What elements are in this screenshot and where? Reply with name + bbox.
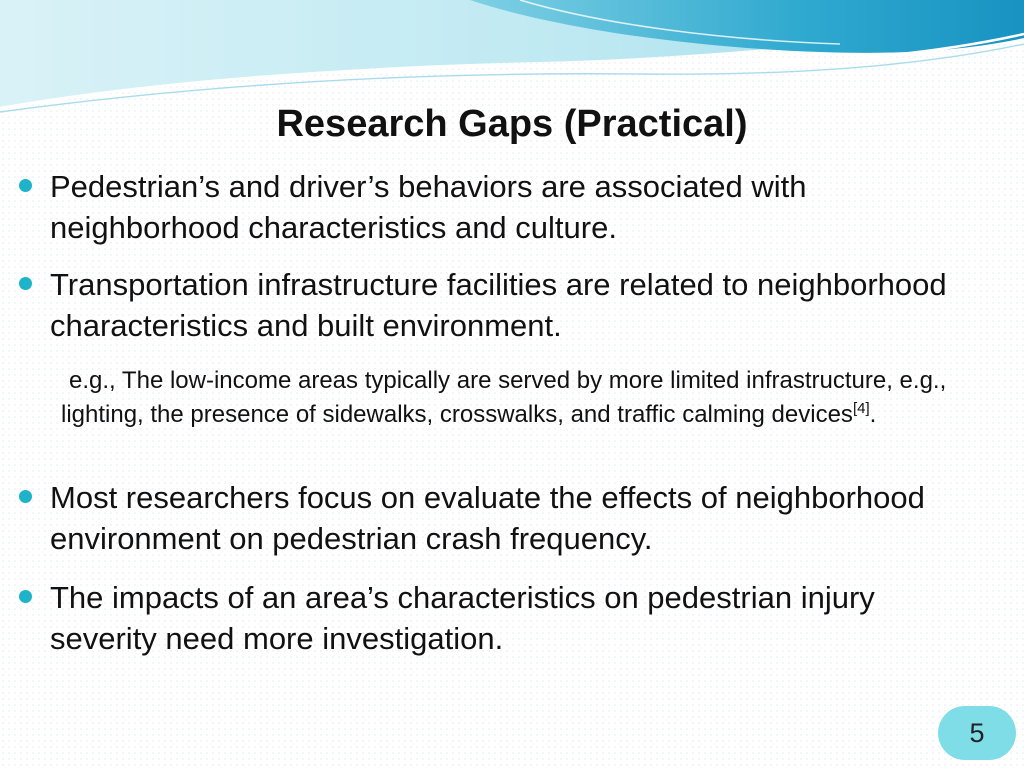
bullet-icon [19,179,32,192]
page-number: 5 [969,718,985,748]
bullet-text: Pedestrian’s and driver’s behaviors are associated with neighborhood characteristics and culture. [50,169,807,245]
bullet-text: The impacts of an area’s characteristics on pedestrian injury severity need more investigation. [50,580,875,656]
bullet-item [50,264,980,346]
example-text: e.g., The low-income areas typically are served by more limited infrastructure, e.g., lighting, the presence of sidewalks, crosswalks, and traffic calming devices [61,367,947,428]
bullet-icon [19,277,32,290]
citation-reference: [4] [852,400,870,417]
bullet-icon [19,490,32,503]
bullet-text: Most researchers focus on evaluate the effects of neighborhood environment on pedestrian crash frequency. [50,480,925,556]
page-number-badge [938,706,1016,760]
header-wave-decoration [0,0,1024,115]
bullet-item [50,477,980,559]
bullet-icon [19,590,32,603]
slide-title: Research Gaps (Practical) [276,103,748,145]
bullet-item [50,166,980,248]
bullet-text: Transportation infrastructure facilities are related to neighborhood characteristics and built environment. [50,267,947,343]
example-end: . [869,401,877,428]
example-note [61,364,961,432]
bullet-item [50,577,980,659]
